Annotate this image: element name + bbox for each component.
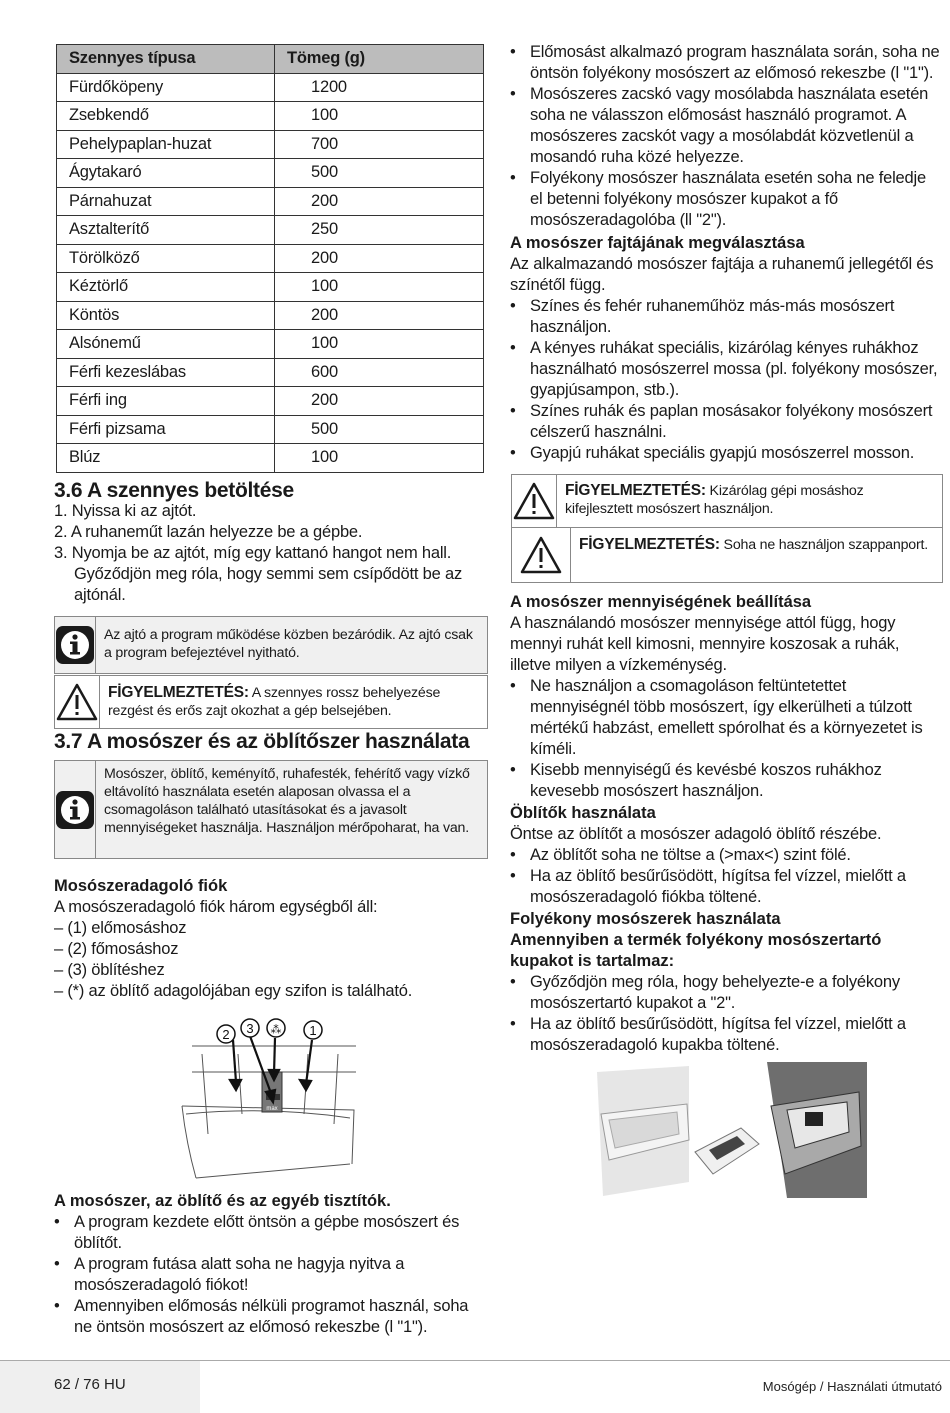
cell-laundry-type: Férfi pizsama xyxy=(57,415,275,444)
footer-document-title: Mosógép / Használati útmutató xyxy=(762,1379,942,1394)
list-item: • A program futása alatt soha ne hagyja nyitva a mosószeradagoló fiókot! xyxy=(54,1254,474,1296)
cell-weight: 700 xyxy=(275,130,484,159)
liquid-list xyxy=(510,972,940,1056)
step-2: 2. A ruhaneműt lazán helyezze be a gépbe. xyxy=(54,523,363,541)
cell-weight: 200 xyxy=(275,244,484,273)
softener-list xyxy=(510,845,940,908)
choose-list xyxy=(510,296,940,464)
info-icon xyxy=(55,617,96,673)
section-title-3-7: 3.7 A mosószer és az öblítőszer használata xyxy=(54,730,470,753)
warning-text: Soha ne használjon szappanport. xyxy=(719,537,928,553)
cell-laundry-type: Kéztörlő xyxy=(57,273,275,302)
table-row xyxy=(57,102,484,131)
cell-weight: 500 xyxy=(275,415,484,444)
choose-title: A mosószer fajtájának megválasztása xyxy=(510,234,805,252)
cell-weight: 100 xyxy=(275,444,484,473)
detergent-list xyxy=(54,1212,474,1338)
detergent-title: A mosószer, az öblítő és az egyéb tisztítók. xyxy=(54,1192,391,1210)
drawer-intro: A mosószeradagoló fiók három egységből áll: xyxy=(54,898,378,916)
list-item: • A program kezdete előtt öntsön a gépbe mosószert és öblítőt. xyxy=(54,1212,474,1254)
column-header-type: Szennyes típusa xyxy=(57,45,275,74)
liquid-detergent-cup-photo xyxy=(591,1062,867,1198)
warning-icon xyxy=(512,475,557,527)
warning-label: FİGYELMEZTETÉS: xyxy=(579,536,720,553)
amount-list xyxy=(510,676,940,802)
figure-label-star: ⁂ xyxy=(270,1024,282,1036)
list-item: • Ne használjon a csomagoláson feltüntetettet mennyiségnél több mosószert, így elkerülheti a túlzott mértékű habzást, emellett spórolhat és a környezetet is kíméli. xyxy=(510,676,940,760)
info-icon xyxy=(55,761,96,858)
cell-weight: 100 xyxy=(275,273,484,302)
table-header-row xyxy=(57,45,484,74)
laundry-weight-table xyxy=(56,44,484,473)
warning-note-machine-detergent xyxy=(511,474,943,528)
detergent-drawer-figure xyxy=(178,1014,368,1182)
list-item: • Színes ruhák és paplan mosásakor folyékony mosószert célszerű használni. xyxy=(510,401,940,443)
table-row xyxy=(57,187,484,216)
warning-icon xyxy=(55,676,100,728)
list-item: • Gyapjú ruhákat speciális gyapjú mosószerrel mosson. xyxy=(510,443,940,464)
amount-text: A használandó mosószer mennyisége attól függ, hogy mennyi ruhát kell kimosni, mennyire koszosak a ruhák, illetve milyen a vízkeménység. xyxy=(510,614,900,674)
info-note-detergent xyxy=(54,760,488,859)
step-3-cont: Győződjön meg róla, hogy semmi sem csípődött be az xyxy=(74,565,463,583)
cell-weight: 500 xyxy=(275,159,484,188)
table-row xyxy=(57,130,484,159)
cell-laundry-type: Fürdőköpeny xyxy=(57,73,275,102)
warning-icon xyxy=(512,528,571,582)
drawer-item: – (3) öblítéshez xyxy=(54,961,165,979)
list-item: • Kisebb mennyiségű és kevésbé koszos ruhákhoz kevesebb mosószert használjon. xyxy=(510,760,940,802)
top-bullets xyxy=(510,42,940,231)
warning-text: A szennyes rossz behelyezése rezgést és erős zajt okozhat a gép belsejében. xyxy=(108,685,441,719)
list-item: • A kényes ruhákat speciális, kizárólag kényes ruhákhoz használható mosószerrel mossa (pl. folyékony mosószer, gyapjúsampon, stb.). xyxy=(510,338,940,401)
choose-text: Az alkalmazandó mosószer fajtája a ruhanemű jellegétől és színétől függ. xyxy=(510,255,934,294)
table-row xyxy=(57,387,484,416)
warning-label: FİGYELMEZTETÉS: xyxy=(108,684,249,701)
drawer-description xyxy=(54,897,484,1002)
warning-note-loading xyxy=(54,675,488,729)
list-item: • Folyékony mosószer használata esetén soha ne feledje el betenni folyékony mosószer kupakot a fő mosószeradagolóba (ll "2"). xyxy=(510,168,940,231)
warning-text: Kizárólag gépi mosáshoz kifejlesztett mosószert használjon. xyxy=(565,483,864,517)
table-row xyxy=(57,415,484,444)
warning-note-body xyxy=(571,528,936,582)
drawer-title: Mosószeradagoló fiók xyxy=(54,877,228,895)
table-row xyxy=(57,301,484,330)
table-row xyxy=(57,358,484,387)
figure-label-1: 1 xyxy=(309,1023,317,1038)
table-row xyxy=(57,244,484,273)
liquid-subtitle: Amennyiben a termék folyékony mosószertartó kupakot is tartalmaz: xyxy=(510,931,882,970)
warning-label: FİGYELMEZTETÉS: xyxy=(565,482,706,499)
list-item: • Mosószeres zacskó vagy mosólabda használata esetén soha ne válasszon előmosást használó programot. A mosószeres zacskót vagy a mosólabdát közvetlenül a mosandó ruha közé helyezze. xyxy=(510,84,940,168)
cell-weight: 250 xyxy=(275,216,484,245)
cell-laundry-type: Férfi kezeslábas xyxy=(57,358,275,387)
cell-weight: 600 xyxy=(275,358,484,387)
warning-note-soap-powder xyxy=(511,527,943,583)
drawer-item: – (*) az öblítő adagolójában egy szifon is található. xyxy=(54,982,413,1000)
loading-steps xyxy=(54,501,484,606)
cell-weight: 100 xyxy=(275,330,484,359)
table-row xyxy=(57,330,484,359)
section-title-3-6: 3.6 A szennyes betöltése xyxy=(54,479,294,502)
warning-note-body xyxy=(557,475,942,527)
list-item: • Ha az öblítő besűrűsödött, hígítsa fel vízzel, mielőtt a mosószeradagoló kupakba töltené. xyxy=(510,1014,940,1056)
info-note-text: Az ajtó a program működése közben bezáródik. Az ajtó csak a program befejeztével nyitható. xyxy=(104,627,473,661)
step-1: 1. Nyissa ki az ajtót. xyxy=(54,502,197,520)
info-note-door xyxy=(54,616,488,674)
cell-laundry-type: Ágytakaró xyxy=(57,159,275,188)
list-item: • Az öblítőt soha ne töltse a (>max<) szint fölé. xyxy=(510,845,940,866)
softener-text: Öntse az öblítőt a mosószer adagoló öblítő részébe. xyxy=(510,825,882,843)
cell-laundry-type: Blúz xyxy=(57,444,275,473)
cell-weight: 1200 xyxy=(275,73,484,102)
cell-laundry-type: Alsónemű xyxy=(57,330,275,359)
figure-max-label: max xyxy=(266,1106,278,1112)
cell-laundry-type: Párnahuzat xyxy=(57,187,275,216)
list-item: • Előmosást alkalmazó program használata során, soha ne öntsön folyékony mosószert az előmosó rekeszbe (l "1"). xyxy=(510,42,940,84)
amount-title: A mosószer mennyiségének beállítása xyxy=(510,593,812,611)
table-row xyxy=(57,216,484,245)
cell-laundry-type: Férfi ing xyxy=(57,387,275,416)
drawer-item: – (2) főmosáshoz xyxy=(54,940,179,958)
cell-weight: 100 xyxy=(275,102,484,131)
list-item: • Amennyiben előmosás nélküli programot használ, soha ne öntsön mosószert az előmosó rekeszbe (l "1"). xyxy=(54,1296,474,1338)
cell-weight: 200 xyxy=(275,387,484,416)
list-item: • Ha az öblítő besűrűsödött, hígítsa fel vízzel, mielőtt a mosószeradagoló fiókba töltené. xyxy=(510,866,940,908)
drawer-item: – (1) előmosáshoz xyxy=(54,919,187,937)
cell-laundry-type: Törölköző xyxy=(57,244,275,273)
footer-page-number: 62 / 76 HU xyxy=(54,1376,126,1393)
table-row xyxy=(57,73,484,102)
table-row xyxy=(57,159,484,188)
softener-title: Öblítők használata xyxy=(510,804,656,822)
figure-label-3: 3 xyxy=(246,1021,254,1036)
liquid-title: Folyékony mosószerek használata xyxy=(510,910,781,928)
cell-weight: 200 xyxy=(275,187,484,216)
table-row xyxy=(57,444,484,473)
list-item: • Színes és fehér ruhaneműhöz más-más mosószert használjon. xyxy=(510,296,940,338)
cell-laundry-type: Asztalterítő xyxy=(57,216,275,245)
list-item: • Győződjön meg róla, hogy behelyezte-e a folyékony mosószertartó kupakot a "2". xyxy=(510,972,940,1014)
cell-laundry-type: Pehelypaplan-huzat xyxy=(57,130,275,159)
column-header-weight: Tömeg (g) xyxy=(275,45,484,74)
cell-weight: 200 xyxy=(275,301,484,330)
cell-laundry-type: Köntös xyxy=(57,301,275,330)
info-note-detergent-text: Mosószer, öblítő, keményítő, ruhafesték, fehérítő vagy vízkő eltávolító használata esetén alaposan olvassa el a csomagoláson található utasításokat és a javasolt mennyiségeket használja. Használjon mérőpoharat, ha van. xyxy=(104,766,470,836)
warning-note-body xyxy=(100,676,487,728)
cell-laundry-type: Zsebkendő xyxy=(57,102,275,131)
step-3: 3. Nyomja be az ajtót, míg egy kattanó hangot nem hall. xyxy=(54,544,452,562)
step-3-cont2: ajtónál. xyxy=(74,586,126,604)
table-row xyxy=(57,273,484,302)
figure-label-2: 2 xyxy=(222,1027,230,1042)
